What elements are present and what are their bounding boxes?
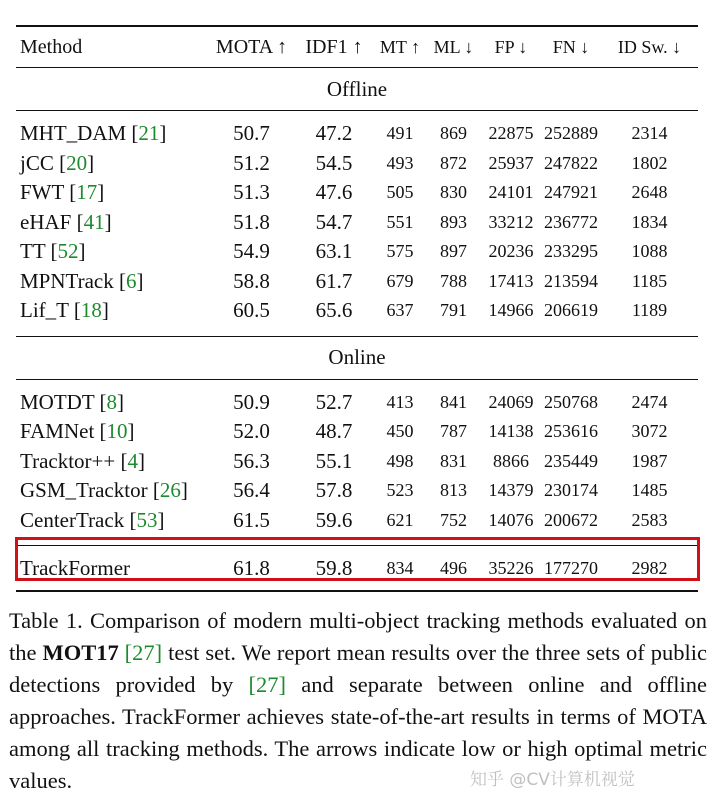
cell-fn: 230174 [544, 480, 598, 501]
section-offline [16, 68, 698, 111]
citation-ref[interactable]: 10 [106, 419, 128, 444]
cell-idf1: 47.2 [315, 121, 353, 146]
header-mota: MOTA ↑ [215, 35, 288, 58]
table-row [16, 447, 698, 477]
method-name: FWT [17] [20, 180, 105, 205]
table-header-row [16, 26, 698, 68]
cell-mota: 50.9 [233, 389, 270, 414]
cell-fn: 253616 [544, 421, 598, 442]
cell-idsw: 1987 [631, 450, 668, 471]
header-fn: FN ↓ [552, 36, 590, 57]
citation-ref[interactable]: 20 [66, 150, 88, 175]
method-name: TT [52] [20, 239, 86, 264]
header-idf1: IDF1 ↑ [305, 35, 363, 58]
cell-mt: 505 [386, 182, 414, 203]
table-row [16, 119, 698, 149]
cell-ml: 752 [440, 509, 467, 530]
method-name: MHT_DAM [21] [20, 121, 167, 146]
cell-idf1: 48.7 [315, 419, 353, 444]
cell-mt: 493 [386, 152, 414, 173]
caption-part-1: Table 1. Comparison of modern multi-object tracking methods evaluated on the [9, 608, 707, 665]
cell-idf1: 59.8 [315, 555, 353, 580]
cell-idsw: 1189 [631, 300, 668, 321]
cell-mota: 51.8 [233, 209, 270, 234]
results-table [16, 25, 698, 592]
cell-idf1: 61.7 [315, 268, 353, 293]
cell-mt: 413 [386, 391, 414, 412]
cell-idf1: 55.1 [315, 448, 353, 473]
cell-mota: 54.9 [233, 239, 270, 264]
cell-idf1: 47.6 [315, 180, 353, 205]
cell-ml: 872 [440, 152, 467, 173]
cell-mt: 498 [386, 450, 414, 471]
cell-idf1: 59.6 [315, 507, 353, 532]
cell-ml: 791 [440, 300, 467, 321]
cell-fp: 8866 [493, 450, 529, 471]
cell-fn: 235449 [544, 450, 598, 471]
header-mt: MT ↑ [379, 36, 421, 57]
cell-idsw: 2474 [631, 391, 668, 412]
table-row [16, 388, 698, 418]
watermark: 知乎 @CV计算机视觉 [470, 770, 635, 790]
citation-ref[interactable]: 53 [136, 507, 158, 532]
cell-idsw: 1802 [631, 152, 668, 173]
table-row [16, 149, 698, 179]
citation-ref[interactable]: 6 [126, 268, 137, 293]
caption-citation-1[interactable]: [27] [124, 640, 163, 665]
cell-fn: 200672 [544, 509, 598, 530]
header-idsw: ID Sw. ↓ [617, 36, 682, 57]
method-name: FAMNet [10] [20, 419, 135, 444]
cell-mota: 60.5 [233, 298, 270, 323]
method-name: CenterTrack [53] [20, 507, 165, 532]
cell-mt: 637 [386, 300, 414, 321]
table-row-trackformer [16, 546, 698, 592]
cell-mota: 58.8 [233, 268, 270, 293]
table-row [16, 417, 698, 447]
cell-mt: 551 [386, 211, 414, 232]
table-row [16, 237, 698, 267]
section-label-online: Online [16, 336, 698, 379]
caption-dataset-name: MOT17 [42, 640, 119, 665]
cell-fp: 14379 [488, 480, 534, 501]
cell-mota: 56.3 [233, 448, 270, 473]
method-name: TrackFormer [20, 555, 131, 580]
cell-fp: 33212 [488, 211, 534, 232]
cell-fn: 247921 [544, 182, 598, 203]
method-name: Tracktor++ [4] [20, 448, 145, 473]
cell-idsw: 1185 [631, 270, 668, 291]
cell-ml: 893 [440, 211, 467, 232]
citation-ref[interactable]: 26 [159, 478, 181, 503]
cell-mt: 575 [386, 241, 414, 262]
method-name: MOTDT [8] [20, 389, 125, 414]
cell-fn: 206619 [544, 300, 598, 321]
cell-ml: 841 [440, 391, 467, 412]
cell-ml: 787 [440, 421, 467, 442]
citation-ref[interactable]: 41 [83, 209, 105, 234]
cell-ml: 897 [440, 241, 467, 262]
cell-mt: 834 [386, 557, 414, 578]
cell-idsw: 1485 [631, 480, 668, 501]
cell-fp: 14966 [488, 300, 534, 321]
offline-rows [16, 119, 698, 326]
cell-idsw: 2583 [631, 509, 668, 530]
cell-idsw: 1834 [631, 211, 668, 232]
cell-idf1: 54.5 [315, 150, 353, 175]
cell-fp: 14138 [488, 421, 534, 442]
cell-fp: 35226 [488, 557, 534, 578]
cell-mt: 621 [386, 509, 414, 530]
cell-ml: 869 [440, 123, 467, 144]
caption-citation-2[interactable]: [27] [248, 672, 286, 697]
citation-ref[interactable]: 52 [57, 239, 79, 264]
cell-mota: 61.5 [233, 507, 270, 532]
section-label-offline: Offline [16, 68, 698, 111]
table-row [16, 208, 698, 238]
table-row [16, 267, 698, 297]
cell-fn: 247822 [544, 152, 598, 173]
caption-part-4: and separate between online and offline approaches. TrackFormer achieves state-of-the-art results in terms of MOTA among all tracking methods. The arrows indicate low or high optimal metric values. [9, 672, 708, 793]
cell-idf1: 52.7 [315, 389, 353, 414]
citation-ref[interactable]: 8 [106, 389, 118, 414]
cell-mt: 523 [386, 480, 414, 501]
cell-ml: 496 [440, 557, 467, 578]
cell-ml: 813 [440, 480, 467, 501]
cell-fp: 25937 [488, 152, 534, 173]
citation-ref[interactable]: 4 [127, 448, 138, 473]
method-name: GSM_Tracktor [26] [20, 478, 188, 503]
cell-fn: 177270 [544, 557, 598, 578]
table-row [16, 178, 698, 208]
header-fp: FP ↓ [494, 36, 528, 57]
header-ml: ML ↓ [433, 36, 474, 57]
header-method: Method [20, 35, 83, 58]
cell-mota: 61.8 [233, 555, 270, 580]
cell-mota: 52.0 [233, 419, 270, 444]
cell-mota: 51.2 [233, 150, 270, 175]
citation-ref[interactable]: 17 [76, 180, 98, 205]
cell-ml: 831 [440, 450, 467, 471]
cell-fp: 24069 [488, 391, 534, 412]
cell-mt: 679 [386, 270, 414, 291]
cell-fp: 14076 [488, 509, 534, 530]
method-name: eHAF [41] [20, 209, 112, 234]
cell-mota: 56.4 [233, 478, 270, 503]
cell-fp: 20236 [488, 241, 534, 262]
cell-fn: 236772 [544, 211, 598, 232]
cell-idsw: 2648 [631, 182, 668, 203]
cell-ml: 788 [440, 270, 467, 291]
cell-fn: 250768 [544, 391, 598, 412]
cell-mota: 51.3 [233, 180, 270, 205]
online-rows [16, 388, 698, 536]
cell-idf1: 57.8 [315, 478, 353, 503]
cell-idf1: 54.7 [315, 209, 353, 234]
cell-idsw: 1088 [631, 241, 668, 262]
cell-fn: 213594 [544, 270, 598, 291]
table-row [16, 476, 698, 506]
table-row [16, 506, 698, 536]
cell-fp: 17413 [488, 270, 534, 291]
method-name: jCC [20] [20, 150, 95, 175]
citation-ref[interactable]: 21 [138, 121, 160, 146]
cell-idf1: 63.1 [315, 239, 353, 264]
cell-fn: 252889 [544, 123, 598, 144]
cell-idsw: 3072 [631, 421, 668, 442]
citation-ref[interactable]: 18 [80, 298, 102, 323]
cell-mt: 450 [386, 421, 414, 442]
table-row [16, 296, 698, 326]
method-name: MPNTrack [6] [20, 268, 144, 293]
cell-fp: 22875 [488, 123, 534, 144]
cell-mt: 491 [386, 123, 414, 144]
cell-idsw: 2314 [631, 123, 668, 144]
method-name: Lif_T [18] [20, 298, 109, 323]
cell-idsw: 2982 [631, 557, 668, 578]
caption-part-3: test set. We report mean results over the three sets of public detections provided by [9, 640, 707, 697]
cell-ml: 830 [440, 182, 467, 203]
cell-idf1: 65.6 [315, 298, 353, 323]
cell-fn: 233295 [544, 241, 598, 262]
cell-fp: 24101 [488, 182, 534, 203]
section-online [16, 336, 698, 379]
cell-mota: 50.7 [233, 121, 270, 146]
